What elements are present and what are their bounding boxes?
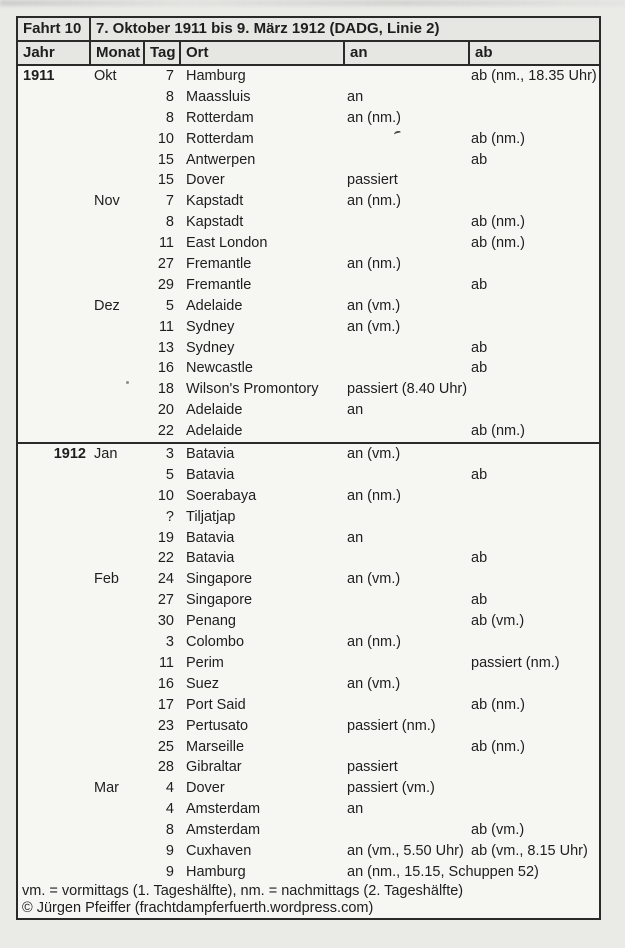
cell-ab: ab — [471, 466, 488, 483]
cell-monat — [89, 716, 143, 737]
cell-monat — [89, 129, 143, 150]
section-1911 — [18, 66, 599, 442]
cell-monat: Okt — [94, 68, 117, 84]
cell-ort: Maassluis — [186, 88, 251, 105]
table-row — [18, 569, 599, 590]
cell-jahr — [18, 212, 89, 233]
cell-ort: Hamburg — [186, 68, 246, 84]
table-row — [18, 191, 599, 212]
cell-jahr — [18, 737, 89, 758]
cell-ab: ab (vm.) — [471, 822, 525, 839]
table-row — [18, 129, 599, 150]
cell-an: passiert — [347, 759, 398, 776]
cell-tag: 15 — [157, 172, 174, 189]
column-header-jahr: Jahr — [23, 44, 55, 61]
cell-an — [343, 548, 468, 569]
cell-jahr — [18, 778, 89, 799]
table-row — [18, 695, 599, 716]
scan-edge-smudge — [0, 0, 625, 6]
cell-ort: Tiljatjap — [186, 508, 236, 525]
cell-tag: 27 — [157, 256, 174, 273]
cell-an — [343, 129, 468, 150]
column-header-ort: Ort — [179, 42, 343, 64]
cell-an — [343, 820, 468, 841]
cell-tag: 8 — [165, 88, 174, 105]
table-row — [18, 87, 599, 108]
cell-tag: 22 — [157, 423, 174, 440]
cell-tag: 10 — [157, 487, 174, 504]
table-row — [18, 757, 599, 778]
cell-jahr — [18, 338, 89, 359]
cell-jahr — [18, 507, 89, 528]
cell-an: an (vm.) — [347, 446, 401, 463]
cell-monat: Mar — [94, 780, 119, 797]
cell-ort: Amsterdam — [186, 822, 261, 839]
cell-tag: 3 — [165, 634, 174, 651]
table-row — [18, 674, 599, 695]
cell-monat — [89, 233, 143, 254]
cell-tag: 25 — [157, 738, 174, 755]
cell-an — [343, 233, 468, 254]
cell-monat — [89, 862, 143, 883]
table-row — [18, 212, 599, 233]
cell-jahr — [18, 465, 89, 486]
cell-jahr — [18, 695, 89, 716]
cell-tag: 16 — [157, 360, 174, 377]
cell-ab — [468, 170, 599, 191]
cell-ort: Fremantle — [186, 276, 252, 293]
cell-jahr — [18, 275, 89, 296]
cell-jahr — [18, 254, 89, 275]
cell-ab — [468, 716, 599, 737]
cell-monat — [89, 465, 143, 486]
table-row — [18, 632, 599, 653]
cell-ort: Batavia — [186, 466, 235, 483]
cell-jahr — [18, 400, 89, 421]
cell-monat — [89, 757, 143, 778]
cell-tag: ? — [165, 508, 174, 525]
cell-ab — [468, 757, 599, 778]
cell-ort: Dover — [186, 780, 225, 797]
cell-ort: Rotterdam — [186, 109, 254, 126]
table-row — [18, 778, 599, 799]
cell-ab: passiert (nm.) — [471, 654, 560, 671]
table-row — [18, 486, 599, 507]
scan-artifact-dot — [126, 381, 129, 384]
cell-tag: 13 — [157, 339, 174, 356]
table-row — [18, 379, 599, 400]
table-row — [18, 653, 599, 674]
cell-monat — [89, 212, 143, 233]
table-row — [18, 528, 599, 549]
cell-monat — [89, 841, 143, 862]
cell-ort: Marseille — [186, 738, 245, 755]
cell-monat: Jan — [94, 446, 118, 463]
cell-tag: 8 — [165, 214, 174, 231]
cell-ab: ab (nm., 18.35 Uhr) — [471, 68, 597, 84]
cell-monat — [89, 799, 143, 820]
cell-an — [343, 611, 468, 632]
cell-an: passiert (8.40 Uhr) — [347, 381, 468, 398]
cell-ab — [468, 569, 599, 590]
table-row — [18, 611, 599, 632]
cell-tag: 23 — [157, 717, 174, 734]
table-row — [18, 421, 599, 442]
table-row — [18, 233, 599, 254]
cell-ab — [468, 528, 599, 549]
column-header-ab: ab — [468, 42, 599, 64]
cell-an: an (vm., 5.50 Uhr) — [347, 842, 464, 859]
cell-jahr — [18, 862, 89, 883]
table-row — [18, 108, 599, 129]
table-row — [18, 737, 599, 758]
cell-an — [343, 695, 468, 716]
section-1912 — [18, 442, 599, 883]
column-header-row — [18, 42, 599, 66]
cell-ort: Fremantle — [186, 256, 252, 273]
cell-monat — [89, 150, 143, 171]
cell-tag: 30 — [157, 613, 174, 630]
cell-monat — [89, 317, 143, 338]
cell-ab: ab (vm., 8.15 Uhr) — [471, 842, 588, 859]
cell-an — [343, 212, 468, 233]
cell-an: passiert — [347, 172, 398, 189]
table-row — [18, 275, 599, 296]
cell-ort: Dover — [186, 172, 225, 189]
cell-ab — [468, 317, 599, 338]
cell-an: an (nm.) — [347, 256, 401, 273]
cell-ab: ab — [471, 151, 488, 168]
cell-tag: 15 — [157, 151, 174, 168]
cell-ort: Adelaide — [186, 402, 243, 419]
cell-ort: Gibraltar — [186, 759, 242, 776]
cell-ab: ab (nm.) — [471, 696, 525, 713]
cell-ort: East London — [186, 235, 268, 252]
cell-jahr: 1911 — [23, 68, 55, 84]
table-row — [18, 507, 599, 528]
cell-ab — [468, 799, 599, 820]
cell-ort: Newcastle — [186, 360, 253, 377]
cell-an — [343, 737, 468, 758]
cell-tag: 5 — [165, 466, 174, 483]
table-row — [18, 150, 599, 171]
cell-an — [343, 590, 468, 611]
cell-jahr — [18, 799, 89, 820]
cell-monat — [89, 108, 143, 129]
cell-jahr — [18, 820, 89, 841]
cell-an: an — [347, 88, 364, 105]
cell-ab — [468, 486, 599, 507]
cell-tag: 4 — [165, 801, 174, 818]
cell-jahr — [18, 317, 89, 338]
voyage-table — [16, 16, 601, 920]
table-row — [18, 400, 599, 421]
table-row — [18, 716, 599, 737]
cell-ab — [468, 400, 599, 421]
cell-an — [343, 275, 468, 296]
column-header-monat: Monat — [89, 42, 143, 64]
cell-monat — [89, 590, 143, 611]
cell-an — [343, 66, 468, 87]
cell-monat — [89, 338, 143, 359]
cell-ab — [468, 191, 599, 212]
cell-jahr — [18, 421, 89, 442]
cell-tag: 9 — [165, 842, 174, 859]
cell-ort: Wilson's Promontory — [186, 381, 319, 398]
cell-ab — [468, 778, 599, 799]
cell-ab: ab — [471, 339, 488, 356]
cell-ab: ab (nm.) — [471, 214, 525, 231]
cell-tag: 17 — [157, 696, 174, 713]
cell-monat: Nov — [94, 193, 120, 210]
cell-jahr — [18, 653, 89, 674]
cell-ab: ab — [471, 592, 488, 609]
table-row — [18, 862, 599, 883]
cell-an: an — [347, 529, 364, 546]
cell-ort: Cuxhaven — [186, 842, 252, 859]
table-row — [18, 799, 599, 820]
cell-tag: 11 — [158, 318, 174, 335]
cell-ort: Hamburg — [186, 863, 246, 880]
cell-jahr — [18, 87, 89, 108]
cell-monat — [89, 632, 143, 653]
cell-an — [343, 338, 468, 359]
cell-an: an (vm.) — [347, 318, 401, 335]
cell-tag: 27 — [157, 592, 174, 609]
cell-monat — [89, 548, 143, 569]
fahrt-number-cell: Fahrt 10 — [23, 20, 82, 37]
cell-monat — [89, 275, 143, 296]
cell-monat — [89, 695, 143, 716]
cell-tag: 7 — [165, 193, 174, 210]
cell-monat — [89, 421, 143, 442]
cell-ort: Amsterdam — [186, 801, 261, 818]
cell-monat — [89, 170, 143, 191]
cell-ab: ab (vm.) — [471, 613, 525, 630]
cell-jahr — [18, 841, 89, 862]
cell-ort: Singapore — [186, 571, 253, 588]
cell-ab — [468, 674, 599, 695]
cell-jahr — [18, 569, 89, 590]
cell-monat — [89, 400, 143, 421]
cell-ort: Batavia — [186, 446, 235, 463]
cell-tag: 18 — [157, 381, 174, 398]
cell-an: an — [347, 402, 364, 419]
copyright-row: © Jürgen Pfeiffer (frachtdampferfuerth.wordpress.com) — [22, 900, 374, 917]
cell-ab — [468, 632, 599, 653]
cell-an — [343, 507, 468, 528]
cell-ort: Kapstadt — [186, 214, 244, 231]
cell-ab: ab — [471, 360, 488, 377]
cell-ort: Antwerpen — [186, 151, 256, 168]
cell-tag: 9 — [165, 863, 174, 880]
cell-ort: Colombo — [186, 634, 245, 651]
table-row — [18, 338, 599, 359]
cell-ab — [468, 379, 599, 400]
cell-an: passiert (nm.) — [347, 717, 436, 734]
cell-ort: Penang — [186, 613, 236, 630]
cell-tag: 11 — [158, 235, 174, 252]
cell-ort: Suez — [186, 675, 220, 692]
cell-ab — [468, 444, 599, 465]
column-header-an: an — [343, 42, 468, 64]
cell-jahr — [18, 108, 89, 129]
voyage-title-cell: 7. Oktober 1911 bis 9. März 1912 (DADG, Linie 2) — [89, 18, 599, 40]
cell-jahr — [18, 296, 89, 317]
table-row — [18, 66, 599, 87]
table-row — [18, 254, 599, 275]
cell-jahr — [18, 170, 89, 191]
table-row — [18, 444, 599, 465]
cell-ab — [468, 296, 599, 317]
cell-monat — [89, 653, 143, 674]
cell-tag: 24 — [157, 571, 174, 588]
cell-ort: Perim — [186, 654, 224, 671]
table-row — [18, 465, 599, 486]
table-row — [18, 841, 599, 862]
cell-tag: 20 — [157, 402, 174, 419]
cell-an: an (nm.) — [347, 634, 401, 651]
cell-tag: 8 — [165, 822, 174, 839]
cell-ort: Adelaide — [186, 297, 243, 314]
cell-ab: ab (nm.) — [471, 738, 525, 755]
cell-tag: 4 — [165, 780, 174, 797]
cell-monat — [89, 87, 143, 108]
cell-ort: Sydney — [186, 339, 235, 356]
cell-ort: Batavia — [186, 529, 235, 546]
cell-an: an (nm., 15.15, Schuppen 52) — [347, 863, 539, 880]
cell-an: passiert (vm.) — [347, 780, 435, 797]
cell-an — [343, 465, 468, 486]
cell-an — [343, 653, 468, 674]
cell-ort: Batavia — [186, 550, 235, 567]
cell-ort: Pertusato — [186, 717, 249, 734]
cell-jahr — [18, 611, 89, 632]
cell-ort: Adelaide — [186, 423, 243, 440]
cell-monat — [89, 737, 143, 758]
cell-ort: Sydney — [186, 318, 235, 335]
cell-an: an (vm.) — [347, 675, 401, 692]
cell-tag: 3 — [165, 446, 174, 463]
cell-monat — [89, 528, 143, 549]
cell-tag: 7 — [165, 68, 174, 84]
cell-monat — [89, 254, 143, 275]
cell-an — [343, 358, 468, 379]
table-row — [18, 317, 599, 338]
cell-ab — [468, 254, 599, 275]
table-row — [18, 548, 599, 569]
cell-tag: 10 — [157, 130, 174, 147]
cell-ab: ab — [471, 276, 488, 293]
cell-jahr — [18, 716, 89, 737]
cell-monat — [89, 611, 143, 632]
table-row — [18, 296, 599, 317]
cell-an: an (vm.) — [347, 297, 401, 314]
cell-ort: Singapore — [186, 592, 253, 609]
cell-an: an — [347, 801, 364, 818]
cell-monat — [89, 379, 143, 400]
cell-ab: ab (nm.) — [471, 235, 525, 252]
cell-monat: Dez — [94, 297, 120, 314]
cell-jahr — [18, 358, 89, 379]
cell-tag: 16 — [157, 675, 174, 692]
cell-ab: ab — [471, 550, 488, 567]
table-row — [18, 820, 599, 841]
cell-tag: 5 — [165, 297, 174, 314]
cell-monat — [89, 507, 143, 528]
cell-monat — [89, 820, 143, 841]
cell-ort: Kapstadt — [186, 193, 244, 210]
cell-monat — [89, 674, 143, 695]
cell-ab — [468, 507, 599, 528]
cell-jahr — [18, 191, 89, 212]
column-header-tag: Tag — [143, 42, 179, 64]
cell-tag: 29 — [157, 276, 174, 293]
table-row — [18, 170, 599, 191]
table-title-row — [18, 18, 599, 42]
cell-tag: 11 — [158, 654, 174, 671]
cell-jahr: 1912 — [53, 446, 86, 463]
cell-monat — [89, 486, 143, 507]
cell-jahr — [18, 129, 89, 150]
cell-ab: ab (nm.) — [471, 130, 525, 147]
cell-monat: Feb — [94, 571, 119, 588]
table-row — [18, 590, 599, 611]
cell-an — [343, 421, 468, 442]
cell-an: an (nm.) — [347, 109, 401, 126]
cell-ort: Port Said — [186, 696, 246, 713]
cell-tag: 28 — [157, 759, 174, 776]
cell-ab — [468, 87, 599, 108]
cell-tag: 8 — [165, 109, 174, 126]
cell-jahr — [18, 233, 89, 254]
cell-monat — [89, 358, 143, 379]
cell-ab — [468, 108, 599, 129]
table-row — [18, 358, 599, 379]
cell-jahr — [18, 548, 89, 569]
cell-tag: 22 — [157, 550, 174, 567]
cell-ort: Soerabaya — [186, 487, 257, 504]
cell-jahr — [18, 528, 89, 549]
cell-tag: 19 — [157, 529, 174, 546]
cell-jahr — [18, 150, 89, 171]
cell-jahr — [18, 379, 89, 400]
cell-jahr — [18, 757, 89, 778]
cell-jahr — [18, 632, 89, 653]
cell-ab: ab (nm.) — [471, 423, 525, 440]
cell-an: an (nm.) — [347, 487, 401, 504]
cell-an — [343, 150, 468, 171]
cell-jahr — [18, 674, 89, 695]
legend-row: vm. = vormittags (1. Tageshälfte), nm. = nachmittags (2. Tageshälfte) — [22, 882, 464, 899]
cell-jahr — [18, 590, 89, 611]
cell-an: an (nm.) — [347, 193, 401, 210]
cell-ort: Rotterdam — [186, 130, 254, 147]
cell-an: an (vm.) — [347, 571, 401, 588]
cell-jahr — [18, 486, 89, 507]
